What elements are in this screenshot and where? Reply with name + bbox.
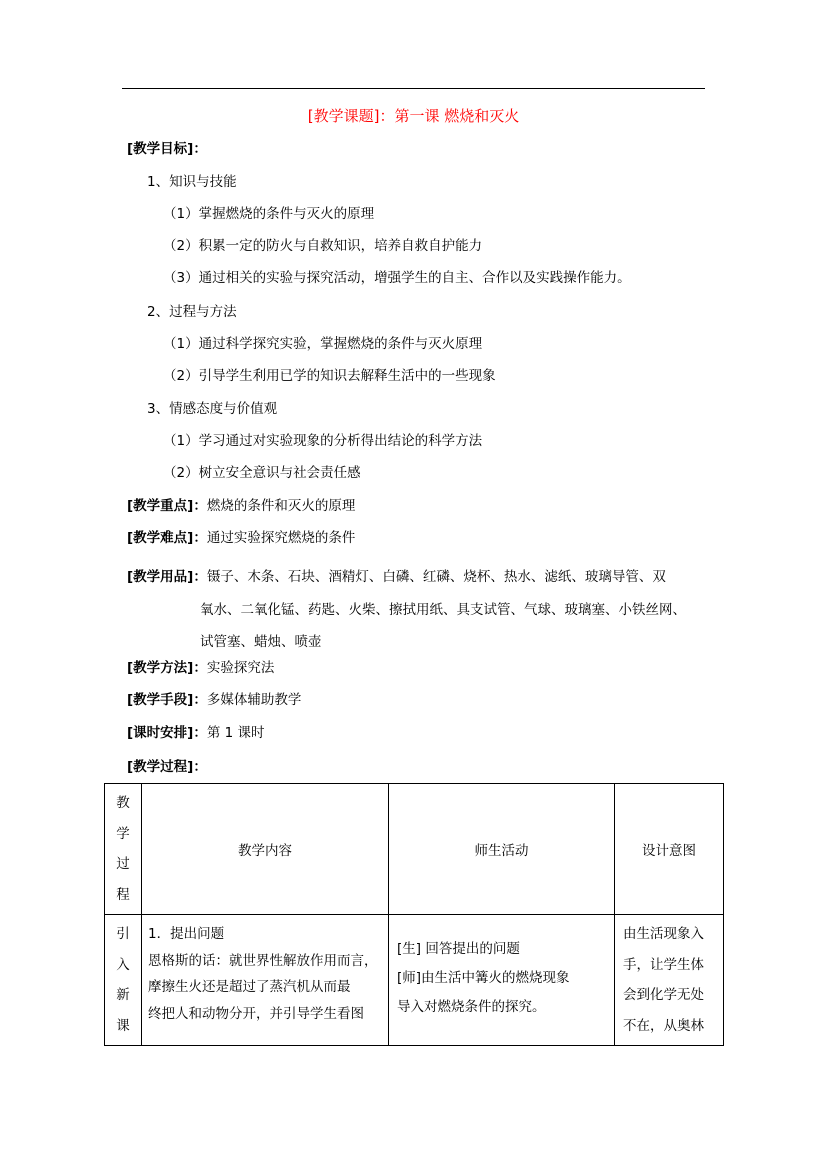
method-value: 实验探究法 <box>206 660 275 676</box>
means-value: 多媒体辅助教学 <box>206 692 302 708</box>
materials-line-1: 镊子、木条、石块、酒精灯、白磷、红磷、烧杯、热水、滤纸、玻璃导管、双 <box>206 569 666 585</box>
row-stage: 引 入 新 课 <box>105 915 142 1046</box>
lesson-title: [教学课题]：第一课 燃烧和灭火 <box>307 107 520 125</box>
difficulties <box>127 528 355 548</box>
objective-item: （3）通过相关的实验与探究活动，增强学生的自主、合作以及实践操作能力。 <box>163 270 631 286</box>
header-activity: 师生活动 <box>389 784 615 915</box>
objective-item: （2）树立安全意识与社会责任感 <box>163 465 361 481</box>
objective-heading-2: 2、过程与方法 <box>147 304 237 320</box>
key-points-value: 燃烧的条件和灭火的原理 <box>206 498 356 514</box>
teaching-process-table <box>104 783 724 1046</box>
schedule-label: [课时安排]： <box>127 725 207 741</box>
materials <box>127 561 717 659</box>
objective-heading-3: 3、情感态度与价值观 <box>147 401 278 417</box>
header-rule <box>122 88 705 89</box>
table-row <box>105 915 724 1046</box>
objective-item: （2）积累一定的防火与自救知识，培养自救自护能力 <box>163 238 483 254</box>
row-activity: [生] 回答提出的问题 [师]由生活中篝火的燃烧现象 导入对燃烧条件的探究。 <box>389 915 615 1046</box>
table-header-row <box>105 784 724 915</box>
difficulties-label: [教学难点]： <box>127 530 207 546</box>
method <box>127 658 274 678</box>
objectives-label: [教学目标]： <box>127 141 207 157</box>
means <box>127 690 301 710</box>
materials-label: [教学用品]： <box>127 569 207 585</box>
objective-item: （1）学习通过对实验现象的分析得出结论的科学方法 <box>163 433 483 449</box>
key-points-label: [教学重点]： <box>127 498 207 514</box>
process-label: [教学过程]： <box>127 759 207 775</box>
schedule-value: 第 1 课时 <box>206 725 265 741</box>
materials-line-2: 氧水、二氧化锰、药匙、火柴、擦拭用纸、具支试管、气球、玻璃塞、小铁丝网、 <box>200 601 686 618</box>
difficulties-value: 通过实验探究燃烧的条件 <box>206 530 356 546</box>
row-intent: 由生活现象入 手，让学生体 会到化学无处 不在，从奥林 <box>615 915 724 1046</box>
header-intent: 设计意图 <box>615 784 724 915</box>
row-content: 1．提出问题 恩格斯的话：就世界性解放作用而言， 摩擦生火还是超过了蒸汽机从而最 终把人和动物分开，并引导学生看图 <box>142 915 389 1046</box>
header-stage: 教 学 过 程 <box>105 784 142 915</box>
means-label: [教学手段]： <box>127 692 207 708</box>
key-points <box>127 496 355 516</box>
method-label: [教学方法]： <box>127 660 207 676</box>
header-content: 教学内容 <box>142 784 389 915</box>
objective-heading-1: 1、知识与技能 <box>147 174 237 190</box>
schedule <box>127 723 265 743</box>
materials-line-3: 试管塞、蜡烛、喷壶 <box>200 634 322 650</box>
objective-item: （1）掌握燃烧的条件与灭火的原理 <box>163 206 375 222</box>
objective-item: （1）通过科学探究实验，掌握燃烧的条件与灭火原理 <box>163 336 483 352</box>
objective-item: （2）引导学生利用已学的知识去解释生活中的一些现象 <box>163 368 496 384</box>
